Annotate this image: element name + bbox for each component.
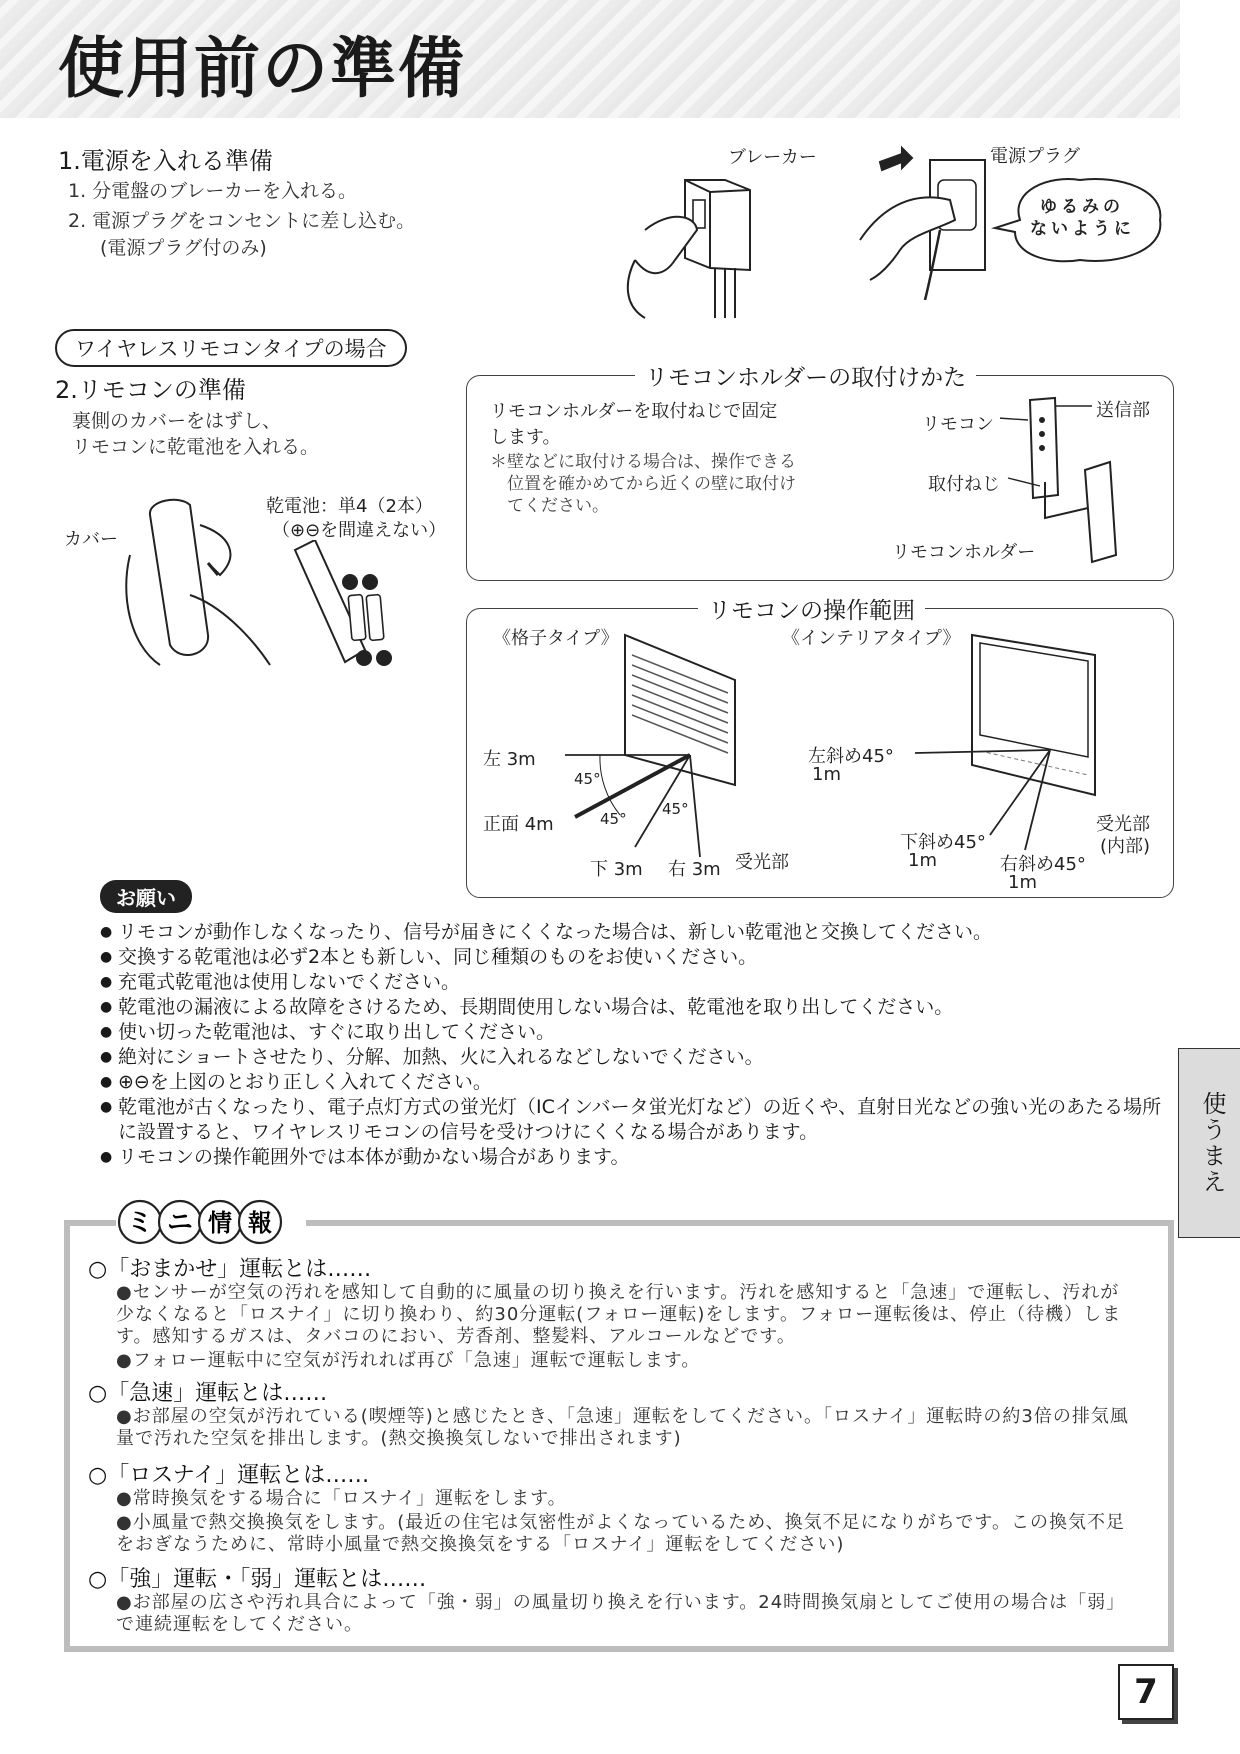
remote-range-title: リモコンの操作範囲	[698, 592, 925, 625]
remote-battery-illustration	[290, 540, 410, 670]
lattice-type-label: 《格子タイプ》	[493, 628, 619, 649]
battery-label-line-2: （⊕⊖を間違えない）	[272, 520, 447, 541]
screw-label: 取付ねじ	[928, 474, 1000, 495]
mini-title-char: ニ	[166, 1208, 194, 1238]
plug-illustration	[840, 140, 1000, 300]
section2-text-line-1: 裏側のカバーをはずし、	[72, 410, 282, 432]
onegai-badge: お願い	[100, 880, 192, 913]
section1-step-2: 2. 電源プラグをコンセントに差し込む。	[68, 210, 416, 232]
interior-receiver-label: 受光部	[1096, 814, 1150, 835]
request-item: ● 充電式乾電池は使用しないでください。	[100, 970, 1180, 995]
lattice-angle-label-1: 45°	[574, 770, 601, 788]
request-item: ● 絶対にショートさせたり、分解、加熱、火に入れるなどしないでください。	[100, 1045, 1180, 1070]
interior-right-diag-dist: 1m	[1008, 872, 1037, 893]
cover-label: カバー	[64, 529, 118, 550]
mini-info-box	[64, 1220, 1174, 1652]
holder-note-line-1: ＊壁などに取付ける場合は、操作できる	[490, 452, 796, 472]
mini-section-item: ●お部屋の広さや汚れ具合によって「強・弱」の風量切り換えを行います。24時間換気扇としてご使用の場合は「弱」で連続運転をしてください。	[116, 1592, 1126, 1635]
mini-section-heading: ○「おまかせ」運転とは……	[88, 1257, 372, 1282]
request-item: ● リモコンが動作しなくなったり、信号が届きにくくなった場合は、新しい乾電池と交換してください。	[100, 920, 1180, 945]
lattice-receiver-label: 受光部	[735, 852, 789, 873]
mini-info-title	[116, 1196, 306, 1248]
remote-label: リモコン	[922, 414, 994, 435]
lattice-angle-label-3: 45°	[662, 800, 689, 818]
mini-title-char: ミ	[126, 1208, 154, 1238]
interior-left-diag-label: 左斜め45°	[808, 746, 894, 767]
lattice-right-label: 右 3m	[668, 859, 721, 880]
battery-label-line-1: 乾電池：単4（2本）	[266, 496, 433, 517]
lattice-down-label: 下 3m	[590, 859, 643, 880]
mini-section-item: ●フォロー運転中に空気が汚れれば再び「急速」運転で運転します。	[116, 1350, 701, 1371]
lattice-range-diagram	[560, 625, 750, 875]
mini-section-heading: ○「急速」運転とは……	[88, 1381, 328, 1406]
interior-right-diag-label: 右斜め45°	[1000, 854, 1086, 875]
mini-section-heading: ○「ロスナイ」運転とは……	[88, 1463, 370, 1488]
mini-section-item: ●センサーが空気の汚れを感知して自動的に風量の切り換えを行います。汚れを感知すると「急速」で運転し、汚れが少なくなると「ロスナイ」に切り換わり、約30分運転(フォロー運転)をします。フォロー運転後は、停止（待機）します。感知するガスは、タバコのにおい、芳香剤、整髪料、アルコールなどです。	[116, 1282, 1122, 1347]
lattice-left-label: 左 3m	[483, 749, 536, 770]
request-item: ● 乾電池が古くなったり、電子点灯方式の蛍光灯（ICインバータ蛍光灯など）の近くや、直射日光などの強い光のあたる場所に設置すると、ワイヤレスリモコンの信号を受けつけにくくなる場合があります。	[100, 1095, 1180, 1145]
bubble-line-2: ないように	[1030, 219, 1135, 239]
lattice-angle-label-2: 45°	[600, 810, 627, 828]
requests-list	[100, 920, 1180, 1170]
section1-heading: 1.電源を入れる準備	[58, 147, 273, 175]
interior-type-label: 《インテリアタイプ》	[782, 628, 961, 649]
request-item: ● ⊕⊖を上図のとおり正しく入れてください。	[100, 1070, 1180, 1095]
holder-label: リモコンホルダー	[892, 542, 1036, 563]
mini-section-item: ●お部屋の空気が汚れている(喫煙等)と感じたとき、「急速」運転をしてください。「ロスナイ」運転時の約3倍の排気風量で汚れた空気を排出します。(熱交換換気しないで排出されます)	[116, 1406, 1129, 1449]
holder-note-line-2: 位置を確かめてから近くの壁に取付け	[507, 474, 796, 494]
side-tab	[1178, 1048, 1240, 1238]
mini-section-heading: ○「強」運転・「弱」運転とは……	[88, 1567, 427, 1592]
mini-section-item: ●小風量で熱交換換気をします。(最近の住宅は気密性がよくなっているため、換気不足になりがちです。この換気不足をおぎなうために、常時小風量で熱交換換気をする「ロスナイ」運転をしてください)	[116, 1512, 1125, 1555]
interior-down-diag-dist: 1m	[908, 850, 937, 871]
lattice-front-label: 正面 4m	[483, 814, 554, 835]
holder-text-line-1: リモコンホルダーを取付ねじで固定	[490, 401, 778, 422]
breaker-label: ブレーカー	[728, 147, 817, 168]
page-title: 使用前の準備	[58, 30, 466, 107]
transmitter-label: 送信部	[1096, 400, 1150, 421]
mini-title-char: 報	[248, 1209, 272, 1237]
section1-step-2-note: (電源プラグ付のみ)	[100, 237, 267, 259]
holder-text-line-2: します。	[490, 427, 561, 448]
section1-step-1: 1. 分電盤のブレーカーを入れる。	[68, 180, 358, 202]
request-item: ● 乾電池の漏液による故障をさけるため、長期間使用しない場合は、乾電池を取り出してください。	[100, 995, 1180, 1020]
request-item: ● 使い切った乾電池は、すぐに取り出してください。	[100, 1020, 1180, 1045]
mini-title-char: 情	[208, 1209, 232, 1237]
section2-heading: 2.リモコンの準備	[55, 376, 246, 404]
side-tab-label: 使うまえ	[1198, 1091, 1226, 1195]
section2-text-line-2: リモコンに乾電池を入れる。	[72, 436, 320, 458]
plug-label: 電源プラグ	[990, 146, 1080, 167]
page-number: 7	[1118, 1664, 1174, 1720]
mini-section-item: ●常時換気をする場合に「ロスナイ」運転をします。	[116, 1488, 567, 1509]
request-item: ● 交換する乾電池は必ず2本とも新しい、同じ種類のものをお使いください。	[100, 945, 1180, 970]
interior-receiver-sub: (内部)	[1100, 836, 1151, 857]
remote-holder-illustration	[1000, 390, 1130, 570]
bubble-line-1: ゆるみの	[1040, 197, 1124, 217]
request-item: ● リモコンの操作範囲外では本体が動かない場合があります。	[100, 1145, 1180, 1170]
interior-down-diag-label: 下斜め45°	[900, 832, 986, 853]
interior-left-diag-dist: 1m	[812, 764, 841, 785]
wireless-type-pill: ワイヤレスリモコンタイプの場合	[55, 329, 407, 367]
remote-holder-title: リモコンホルダーの取付けかた	[635, 359, 976, 392]
remote-cover-illustration	[120, 495, 280, 670]
holder-note-line-3: てください。	[507, 496, 609, 516]
